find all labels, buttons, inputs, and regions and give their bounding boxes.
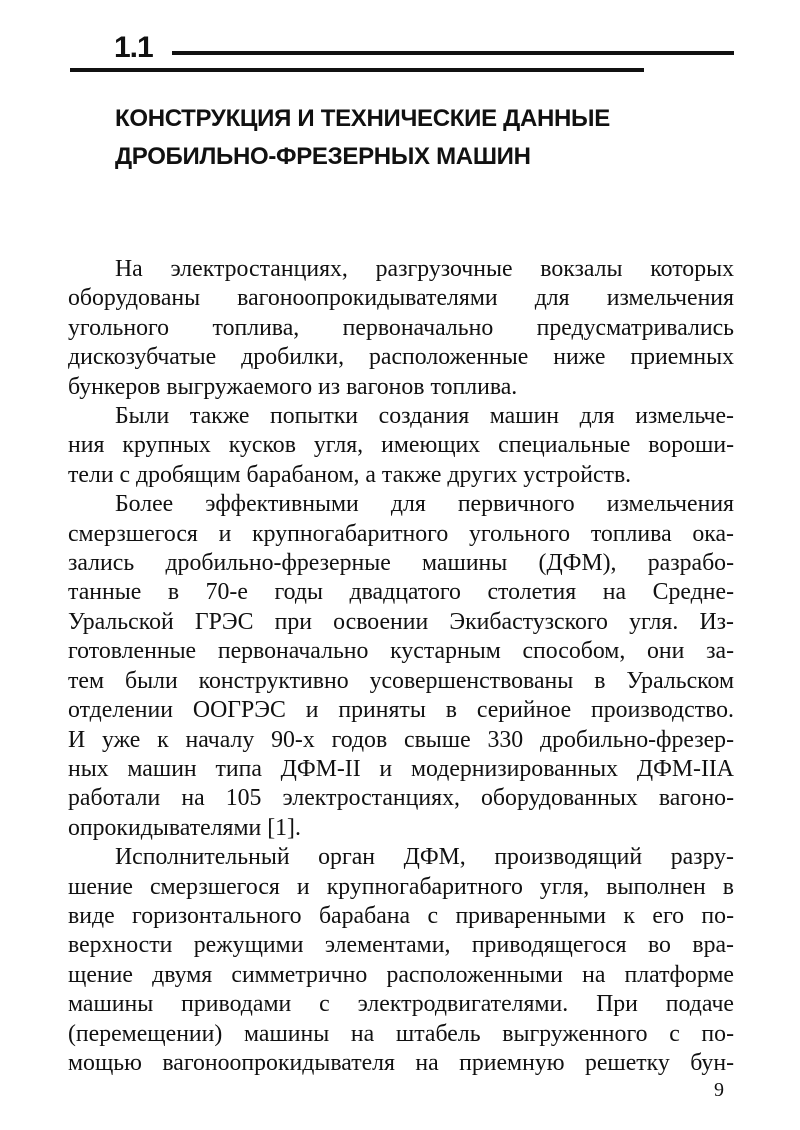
text-line: готовленные первоначально кустарным способом, они за-	[68, 638, 734, 665]
text-line: оборудованы вагоноопрокидывателями для измельчения	[68, 285, 734, 312]
text-line: Уральской ГРЭС при освоении Экибастузского угля. Из-	[68, 608, 734, 635]
text-line: тем были конструктивно усовершенствованы в Уральском	[68, 667, 734, 694]
text-line: шение смерзшегося и крупногабаритного угля, выполнен в	[68, 873, 734, 900]
text-line: смерзшегося и крупногабаритного угольного топлива ока-	[68, 520, 734, 547]
text-line: виде горизонтального барабана с приваренными к его по-	[68, 902, 734, 929]
section-number: 1.1	[114, 31, 153, 64]
text-line: И уже к началу 90-х годов свыше 330 дробильно-фрезер-	[68, 726, 734, 753]
text-line: дискозубчатые дробилки, расположенные ниже приемных	[68, 344, 734, 371]
chapter-title-line: КОНСТРУКЦИЯ И ТЕХНИЧЕСКИЕ ДАННЫЕ	[115, 105, 610, 132]
text-line: мощью вагоноопрокидывателя на приемную решетку бун-	[68, 1049, 734, 1076]
paragraph	[68, 843, 734, 1078]
chapter-title-line: ДРОБИЛЬНО-ФРЕЗЕРНЫХ МАШИН	[115, 143, 531, 170]
paragraph	[68, 490, 734, 843]
header-rule-bottom	[70, 68, 644, 72]
text-line: щение двумя симметрично расположенными на платформе	[68, 961, 734, 988]
text-line: бункеров выгружаемого из вагонов топлива.	[68, 373, 518, 400]
text-line: ния крупных кусков угля, имеющих специальные вороши-	[68, 432, 734, 459]
paragraph	[68, 255, 734, 402]
page-number: 9	[714, 1079, 724, 1101]
text-line: работали на 105 электростанциях, оборудованных вагоно-	[68, 785, 734, 812]
text-line: танные в 70-е годы двадцатого столетия на Средне-	[68, 579, 734, 606]
text-line: зались дробильно-фрезерные машины (ДФМ), разрабо-	[68, 550, 734, 577]
text-line: опрокидывателями [1].	[68, 814, 301, 841]
text-line: ных машин типа ДФМ-II и модернизированных ДФМ-IIА	[68, 755, 734, 782]
text-line: отделении ООГРЭС и приняты в серийное производство.	[68, 697, 734, 724]
text-line: машины приводами с электродвигателями. При подаче	[68, 991, 734, 1018]
text-line: Более эффективными для первичного измельчения	[115, 491, 734, 518]
body-text	[68, 255, 734, 1078]
text-line: (перемещении) машины на штабель выгруженного с по-	[68, 1020, 734, 1047]
text-line: верхности режущими элементами, приводящегося во вра-	[68, 932, 734, 959]
paragraph	[68, 402, 734, 490]
text-line: Исполнительный орган ДФМ, производящий разру-	[115, 844, 734, 871]
text-line: тели с дробящим барабаном, а также других устройств.	[68, 461, 632, 488]
header-rule-top	[172, 51, 734, 55]
text-line: угольного топлива, первоначально предусматривались	[68, 314, 734, 341]
text-line: Были также попытки создания машин для измельче-	[115, 403, 734, 430]
chapter-title	[115, 100, 755, 176]
text-line: На электростанциях, разгрузочные вокзалы которых	[115, 256, 734, 282]
